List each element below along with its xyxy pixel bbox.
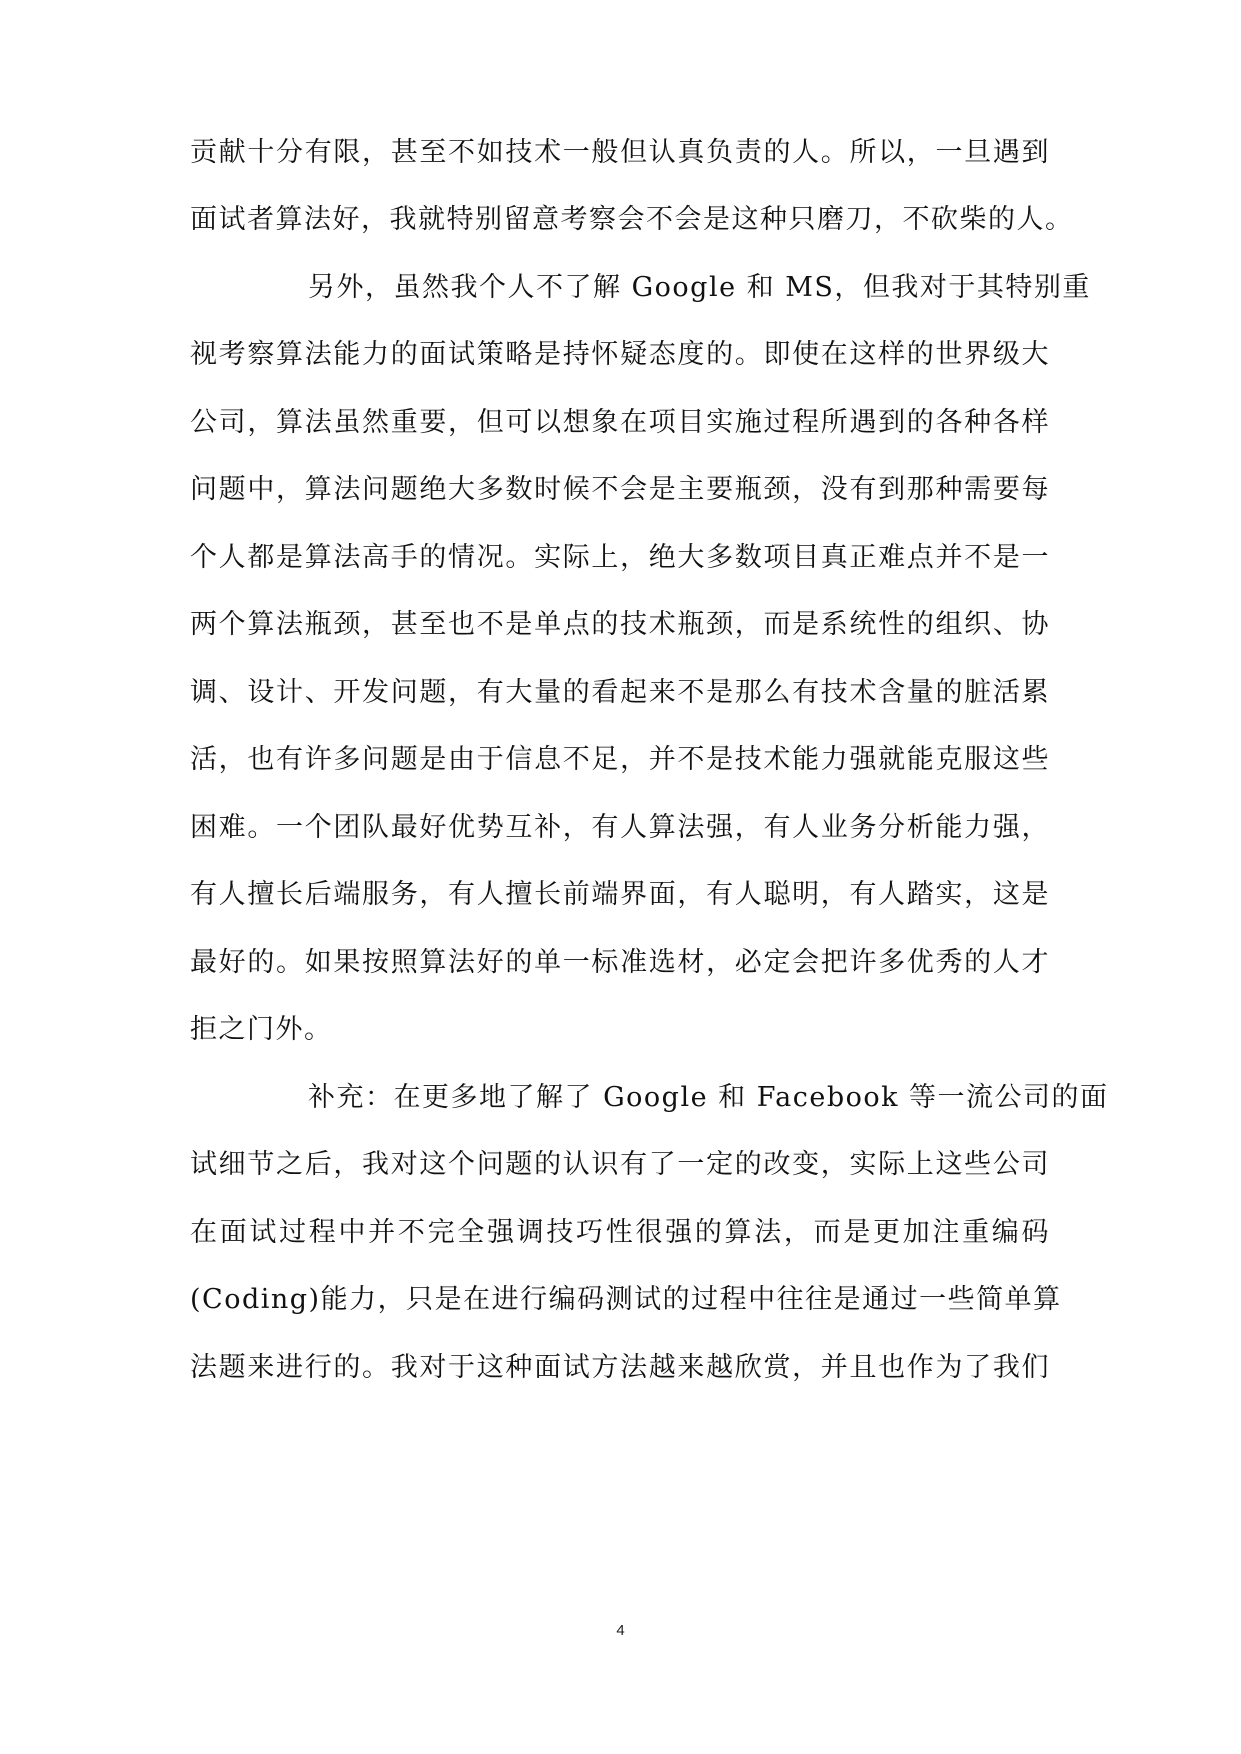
paragraph-start-line: 另外，虽然我个人不了解 Google 和 MS，但我对于其特别重 <box>308 272 1091 303</box>
text-line-19: 法题来进行的。我对于这种面试方法越来越欣赏，并且也作为了我们 <box>190 1352 1050 1383</box>
text-line-4: 视考察算法能力的面试策略是持怀疑态度的。即使在这样的世界级大 <box>190 339 1050 370</box>
text-line-12: 有人擅长后端服务，有人擅长前端界面，有人聪明，有人踏实，这是 <box>190 879 1050 910</box>
text-line-9: 调、设计、开发问题，有大量的看起来不是那么有技术含量的脏活累 <box>190 677 1050 708</box>
text-line-13: 最好的。如果按照算法好的单一标准选材，必定会把许多优秀的人才 <box>190 947 1050 978</box>
text-line-8: 两个算法瓶颈，甚至也不是单点的技术瓶颈，而是系统性的组织、协 <box>190 609 1050 640</box>
text-line-1: 贡献十分有限，甚至不如技术一般但认真负责的人。所以，一旦遇到 <box>190 137 1050 168</box>
text-line-2: 面试者算法好，我就特别留意考察会不会是这种只磨刀，不砍柴的人。 <box>190 204 1074 235</box>
paragraph-start-line: 补充：在更多地了解了 Google 和 Facebook 等一流公司的面 <box>308 1082 1109 1113</box>
text-line-5: 公司，算法虽然重要，但可以想象在项目实施过程所遇到的各种各样 <box>190 407 1050 438</box>
text-line-7: 个人都是算法高手的情况。实际上，绝大多数项目真正难点并不是一 <box>190 542 1050 573</box>
text-line-6: 问题中，算法问题绝大多数时候不会是主要瓶颈，没有到那种需要每 <box>190 474 1050 505</box>
text-line-17: 在面试过程中并不完全强调技巧性很强的算法，而是更加注重编码 <box>190 1217 1050 1248</box>
text-line-11: 困难。一个团队最好优势互补，有人算法强，有人业务分析能力强， <box>190 812 1050 843</box>
text-line-14: 拒之门外。 <box>190 1014 333 1045</box>
page-number: 4 <box>616 1622 625 1639</box>
text-line-10: 活，也有许多问题是由于信息不足，并不是技术能力强就能克服这些 <box>190 744 1050 775</box>
text-line-16: 试细节之后，我对这个问题的认识有了一定的改变，实际上这些公司 <box>190 1149 1050 1180</box>
text-line-18: (Coding)能力，只是在进行编码测试的过程中往往是通过一些简单算 <box>190 1284 1062 1315</box>
